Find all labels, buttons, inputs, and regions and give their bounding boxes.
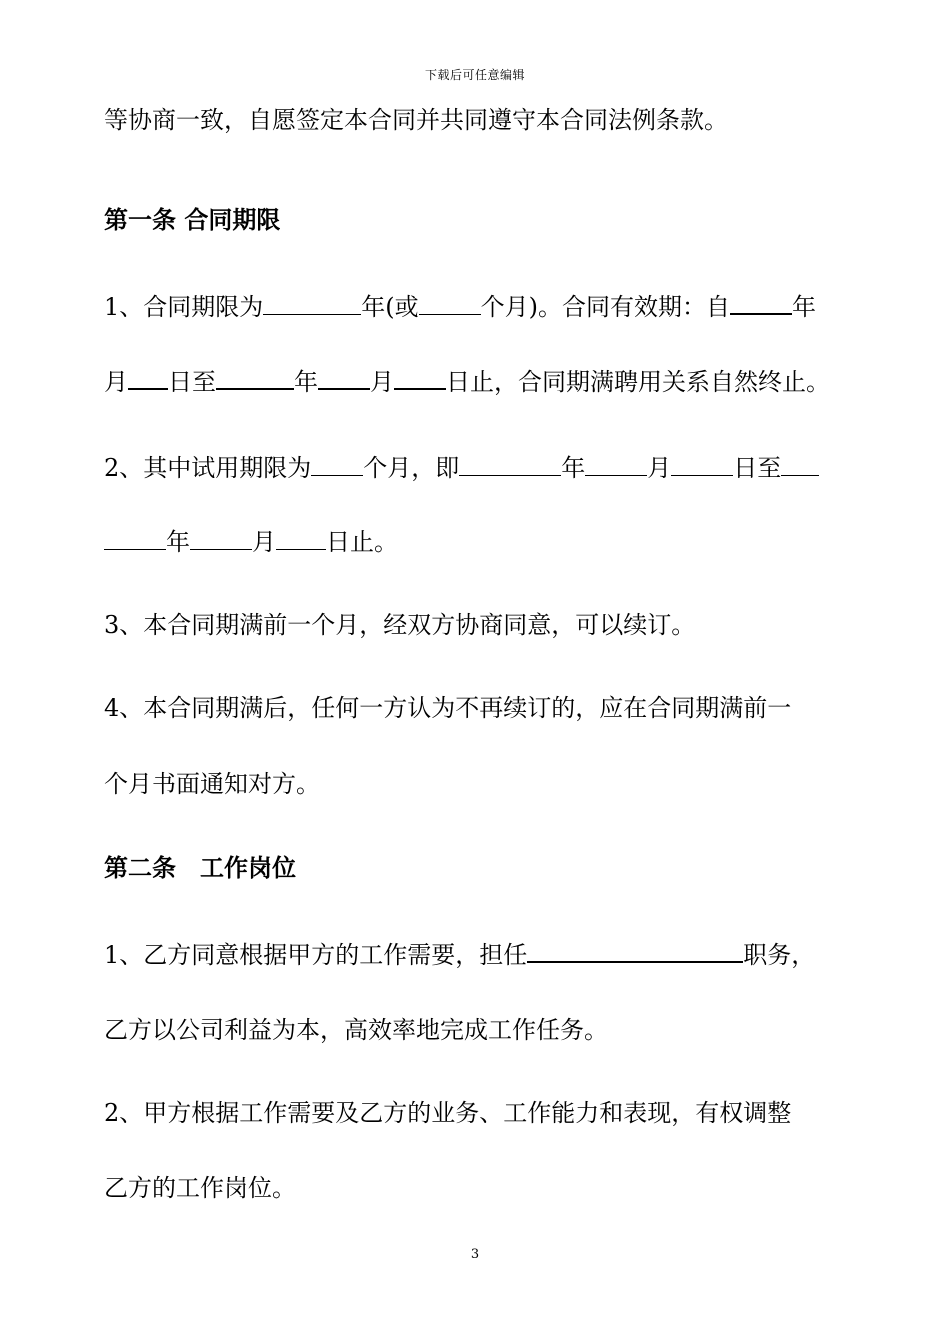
text: 月 xyxy=(647,454,672,482)
text: 个月书面通知对方。 xyxy=(104,770,320,798)
paragraph-line xyxy=(104,605,849,645)
page-header-note: 下载后可任意编辑 xyxy=(424,68,525,82)
text: 2、甲方根据工作需要及乙方的业务、工作能力和表现，有权调整 xyxy=(104,1099,792,1127)
paragraph-line xyxy=(104,447,849,487)
fill-blank xyxy=(730,285,792,315)
paragraph-line xyxy=(104,764,849,804)
text: 3、本合同期满前一个月，经双方协商同意，可以续订。 xyxy=(104,611,696,639)
paragraph-line xyxy=(104,1010,849,1050)
text: 月 xyxy=(252,528,276,556)
heading-text: 第一条 合同期限 xyxy=(104,205,281,234)
fill-blank xyxy=(276,521,326,550)
section-heading-position xyxy=(104,848,849,888)
fill-blank xyxy=(128,360,168,390)
paragraph-line xyxy=(104,285,849,325)
fill-blank xyxy=(263,286,361,315)
text: 乙方的工作岗位。 xyxy=(104,1174,296,1202)
fill-blank xyxy=(671,447,733,476)
page-number: 3 xyxy=(470,1247,480,1262)
paragraph-line xyxy=(104,1168,849,1208)
text: 月 xyxy=(104,368,128,396)
text: 个月)。合同有效期：自 xyxy=(480,293,731,321)
paragraph-line xyxy=(104,100,849,140)
paragraph-line xyxy=(104,360,849,400)
text: 月 xyxy=(370,368,394,396)
text: 日止，合同期满聘用关系自然终止。 xyxy=(446,368,830,396)
heading-text: 第二条 工作岗位 xyxy=(104,853,296,882)
text: 年 xyxy=(792,293,817,321)
fill-blank xyxy=(419,286,481,315)
fill-blank xyxy=(216,360,294,390)
fill-blank xyxy=(190,521,252,550)
text: 2、其中试用期限为 xyxy=(104,454,312,482)
fill-blank xyxy=(527,933,743,963)
text: 日至 xyxy=(733,454,782,482)
fill-blank xyxy=(459,447,561,476)
fill-blank xyxy=(394,360,446,390)
paragraph-line xyxy=(104,688,849,728)
text: 个月，即 xyxy=(363,454,460,482)
text: 职务， xyxy=(743,941,816,969)
text: 4、本合同期满后，任何一方认为不再续订的，应在合同期满前一 xyxy=(104,694,792,722)
text: 1、乙方同意根据甲方的工作需要，担任 xyxy=(104,941,528,969)
section-heading-term xyxy=(104,200,849,240)
text: 日止。 xyxy=(326,528,398,556)
fill-blank xyxy=(311,447,363,476)
fill-blank xyxy=(318,360,370,390)
text: 1、合同期限为 xyxy=(104,293,264,321)
text: 年 xyxy=(561,454,586,482)
fill-blank xyxy=(585,447,647,476)
text: 年(或 xyxy=(361,293,419,321)
text: 年 xyxy=(166,528,190,556)
fill-blank xyxy=(781,447,819,476)
text: 年 xyxy=(294,368,318,396)
paragraph-line xyxy=(104,1093,849,1133)
text: 乙方以公司利益为本，高效率地完成工作任务。 xyxy=(104,1016,608,1044)
text: 日至 xyxy=(168,368,216,396)
text: 等协商一致，自愿签定本合同并共同遵守本合同法例条款。 xyxy=(104,106,728,134)
paragraph-line xyxy=(104,521,849,561)
paragraph-line xyxy=(104,933,849,973)
fill-blank xyxy=(104,521,166,550)
